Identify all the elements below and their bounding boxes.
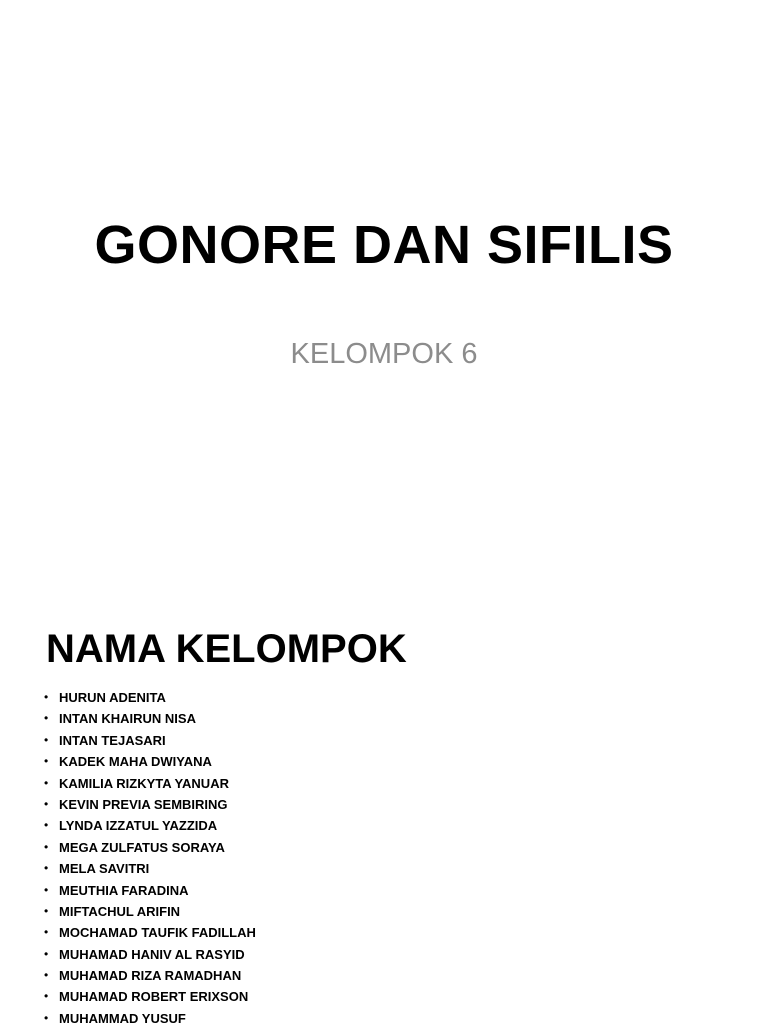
member-name: KADEK MAHA DWIYANA bbox=[59, 754, 212, 770]
bullet-icon: • bbox=[44, 796, 49, 811]
member-name: INTAN TEJASARI bbox=[59, 732, 166, 748]
member-name: KAMILIA RIZKYTA YANUAR bbox=[59, 775, 229, 791]
member-list bbox=[44, 687, 256, 1024]
bullet-icon: • bbox=[44, 711, 49, 726]
member-name: MOCHAMAD TAUFIK FADILLAH bbox=[59, 925, 256, 941]
bullet-icon: • bbox=[44, 925, 49, 940]
bullet-icon: • bbox=[44, 861, 49, 876]
member-name: MUHAMAD HANIV AL RASYID bbox=[59, 946, 245, 962]
bullet-icon: • bbox=[44, 946, 49, 961]
member-name: LYNDA IZZATUL YAZZIDA bbox=[59, 818, 218, 834]
list-item bbox=[44, 944, 256, 965]
member-name: MEUTHIA FARADINA bbox=[59, 882, 189, 898]
members-slide bbox=[0, 576, 768, 1024]
members-heading: NAMA KELOMPOK bbox=[46, 627, 407, 671]
member-name: MUHAMAD RIZA RAMADHAN bbox=[59, 968, 242, 984]
bullet-icon: • bbox=[44, 690, 49, 704]
bullet-icon: • bbox=[44, 903, 49, 918]
member-name: MUHAMMAD YUSUF bbox=[59, 1010, 186, 1024]
bullet-icon: • bbox=[44, 989, 49, 1004]
list-item bbox=[44, 837, 256, 858]
list-item bbox=[44, 730, 256, 751]
bullet-icon: • bbox=[44, 732, 49, 747]
list-item bbox=[44, 815, 256, 836]
list-item bbox=[44, 901, 256, 922]
list-item bbox=[44, 751, 256, 772]
member-name: MEGA ZULFATUS SORAYA bbox=[59, 839, 225, 855]
bullet-icon: • bbox=[44, 818, 49, 833]
member-name: MUHAMAD ROBERT ERIXSON bbox=[59, 989, 249, 1005]
bullet-icon: • bbox=[44, 754, 49, 769]
list-item bbox=[44, 858, 256, 879]
list-item bbox=[44, 880, 256, 901]
member-name: INTAN KHAIRUN NISA bbox=[59, 711, 196, 727]
slide-subtitle: KELOMPOK 6 bbox=[290, 338, 478, 370]
member-name: MELA SAVITRI bbox=[59, 861, 150, 877]
bullet-icon: • bbox=[44, 775, 49, 790]
bullet-icon: • bbox=[44, 839, 49, 854]
bullet-icon: • bbox=[44, 1010, 49, 1024]
list-item bbox=[44, 986, 256, 1007]
list-item bbox=[44, 965, 256, 986]
list-item bbox=[44, 773, 256, 794]
list-item bbox=[44, 1008, 256, 1024]
list-item bbox=[44, 922, 256, 943]
list-item bbox=[44, 687, 256, 708]
bullet-icon: • bbox=[44, 882, 49, 897]
list-item bbox=[44, 708, 256, 729]
bullet-icon: • bbox=[44, 968, 49, 983]
member-name: HURUN ADENITA bbox=[59, 690, 166, 705]
member-name: MIFTACHUL ARIFIN bbox=[59, 903, 181, 919]
member-name: KEVIN PREVIA SEMBIRING bbox=[59, 796, 228, 812]
slide-title: GONORE DAN SIFILIS bbox=[94, 215, 674, 275]
list-item bbox=[44, 794, 256, 815]
